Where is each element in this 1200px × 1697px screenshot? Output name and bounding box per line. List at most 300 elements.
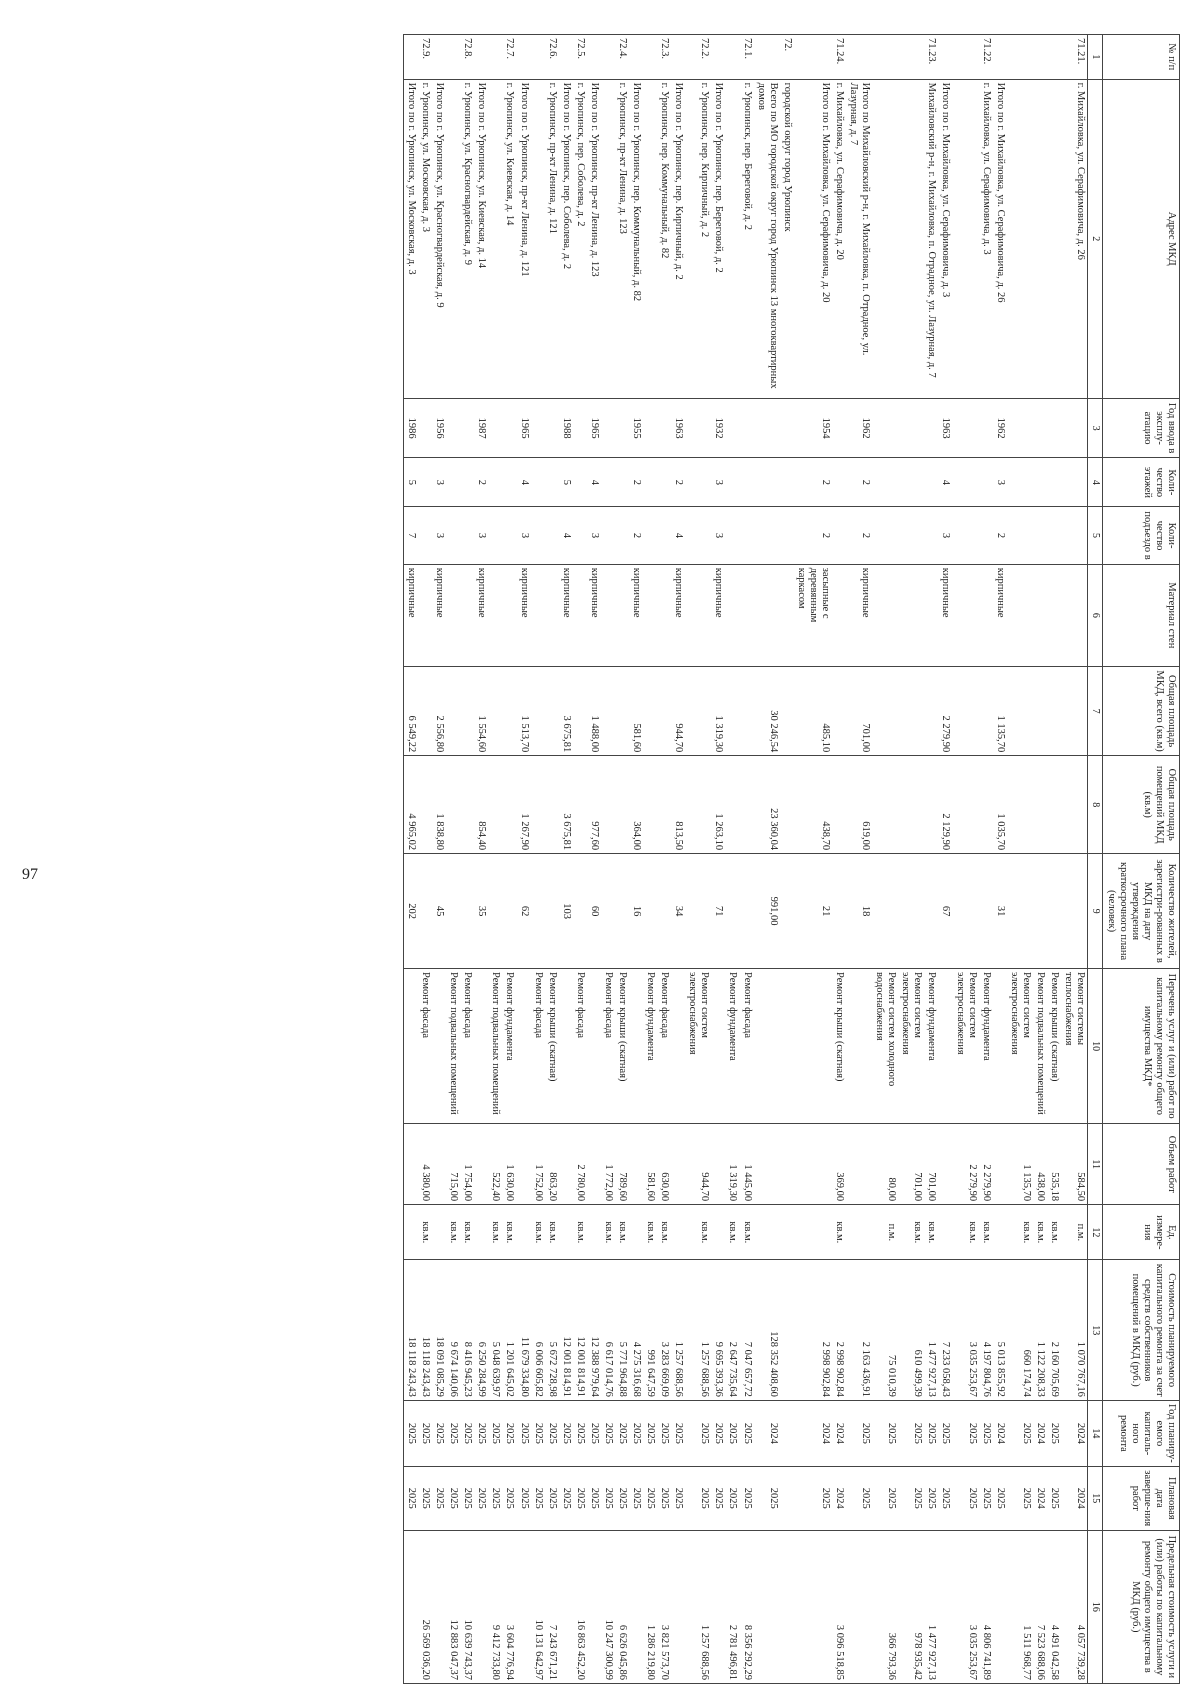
table-cell: 3 035 253,67 [953, 1530, 979, 1683]
table-cell [740, 507, 754, 564]
table-cell: 18 [846, 854, 872, 969]
table-cell: Ремонт фасада [573, 969, 587, 1124]
table-cell: 67 [938, 854, 952, 969]
table-cell [846, 1124, 872, 1205]
table-cell: кв.м. [898, 1205, 924, 1260]
table-cell [671, 1205, 685, 1260]
table-row [754, 35, 780, 1684]
table-cell: 1 488,00 [587, 666, 601, 755]
table-row [502, 35, 516, 1684]
table-cell [979, 507, 993, 564]
table-cell: г. Урюпинск, пр-кт Ленина, д. 121 [545, 79, 559, 398]
table-cell: кв.м. [979, 1205, 993, 1260]
table-cell: 72.8. [460, 35, 474, 80]
table-cell: Итого по г. Урюпинск, пер. Кирпичный, д. 2 [671, 79, 685, 398]
table-cell [587, 1124, 601, 1205]
table-cell: 4 380,00 [418, 1124, 432, 1205]
table-cell: Ремонт фундамента [725, 969, 739, 1124]
table-cell: г. Урюпинск, ул. Киевская, д. 14 [502, 79, 516, 398]
table-cell [474, 1530, 488, 1683]
table-cell [979, 854, 993, 969]
column-header: Год ввода в эксплу-атацию [1102, 398, 1179, 458]
table-cell [1061, 564, 1088, 666]
table-cell: г. Михайловка, ул. Серафимовича, д. 26 [1061, 79, 1088, 398]
table-cell: 4 [587, 458, 601, 507]
table-cell: 1 513,70 [517, 666, 531, 755]
table-row [657, 35, 671, 1684]
table-cell [615, 564, 629, 666]
table-row [573, 35, 587, 1684]
table-cell: 5 013 855,92 [993, 1260, 1007, 1400]
table-row [938, 35, 952, 1684]
table-cell [446, 756, 460, 854]
table-cell: 1 257 688,56 [671, 1260, 685, 1400]
table-cell [601, 79, 615, 398]
table-cell: 6 617 014,76 [601, 1260, 615, 1400]
column-header: Адрес МКД [1102, 79, 1179, 398]
table-cell [685, 666, 711, 755]
table-cell [979, 564, 993, 666]
table-cell [671, 1124, 685, 1205]
table-cell: 438,70 [794, 756, 832, 854]
table-cell: 72.6. [545, 35, 559, 80]
table-cell [832, 666, 846, 755]
table-cell [1007, 564, 1033, 666]
table-cell: 2025 [502, 1400, 516, 1466]
table-cell: 991 647,59 [643, 1260, 657, 1400]
table-cell [872, 756, 898, 854]
table-cell [832, 398, 846, 458]
table-cell [898, 458, 924, 507]
table-cell [993, 1205, 1007, 1260]
capital-repair-table [403, 34, 1180, 1684]
table-cell [924, 666, 938, 755]
table-cell: 2025 [559, 1466, 573, 1530]
table-cell: 522,40 [488, 1124, 502, 1205]
table-cell: 2025 [725, 1466, 739, 1530]
table-cell: засыпные с деревянным каркасом [794, 564, 832, 666]
table-row [993, 35, 1007, 1684]
table-cell: 2025 [1047, 1466, 1061, 1530]
table-cell: 2025 [685, 1466, 711, 1530]
table-cell: 2024 [832, 1400, 846, 1466]
table-cell: 202 [404, 854, 419, 969]
table-cell [754, 1530, 780, 1683]
table-cell: 369,00 [832, 1124, 846, 1205]
table-cell: 72.3. [657, 35, 671, 80]
table-cell: Ремонт систем электроснабжения [685, 969, 711, 1124]
table-cell: 7 233 058,43 [938, 1260, 952, 1400]
table-cell: кирпичные [587, 564, 601, 666]
table-cell [517, 1124, 531, 1205]
table-cell: 5 048 639,97 [488, 1260, 502, 1400]
table-cell: 2024 [993, 1400, 1007, 1466]
table-cell [474, 1124, 488, 1205]
table-cell [418, 398, 432, 458]
table-row [711, 35, 725, 1684]
table-cell [754, 1205, 780, 1260]
table-cell [587, 35, 601, 80]
table-cell: 71.24. [832, 35, 846, 80]
table-cell [1033, 35, 1047, 80]
table-cell [601, 398, 615, 458]
table-cell [979, 458, 993, 507]
table-cell [938, 1205, 952, 1260]
table-cell: кв.м. [740, 1205, 754, 1260]
table-cell [780, 756, 794, 854]
table-cell: кв.м. [601, 1205, 615, 1260]
table-cell: 4 [559, 507, 573, 564]
capital-repair-table-sheet [60, 34, 1180, 1684]
table-cell [1047, 79, 1061, 398]
column-header: Стоимость планируемого капитального ремонта за счет средств собственников помещений в МКД (руб.) [1102, 1260, 1179, 1400]
table-cell: 584,50 [1061, 1124, 1088, 1205]
table-cell: 4 [517, 458, 531, 507]
table-cell: 978 935,42 [898, 1530, 924, 1683]
table-cell: 1 511 968,77 [1007, 1530, 1033, 1683]
column-number: 15 [1088, 1466, 1103, 1530]
table-cell: 2025 [432, 1466, 446, 1530]
table-cell [872, 854, 898, 969]
table-cell [993, 35, 1007, 80]
table-cell: 2 163 436,91 [846, 1260, 872, 1400]
table-cell [725, 507, 739, 564]
table-row [979, 35, 993, 1684]
table-row [531, 35, 545, 1684]
table-cell: 2 647 735,64 [725, 1260, 739, 1400]
table-cell: 11 679 334,80 [517, 1260, 531, 1400]
table-cell: кв.м. [573, 1205, 587, 1260]
table-cell [502, 756, 516, 854]
table-row [846, 35, 872, 1684]
table-cell: Ремонт фасада [601, 969, 615, 1124]
table-cell: 1 135,70 [993, 666, 1007, 755]
table-cell: 2025 [573, 1400, 587, 1466]
table-cell: 103 [559, 854, 573, 969]
table-cell: 2025 [460, 1466, 474, 1530]
table-cell: 72.9. [418, 35, 432, 80]
table-cell [559, 969, 573, 1124]
table-cell: кв.м. [1033, 1205, 1047, 1260]
table-cell: кв.м. [725, 1205, 739, 1260]
table-cell [711, 35, 725, 80]
column-number: 8 [1088, 756, 1103, 854]
table-cell [531, 564, 545, 666]
table-cell [657, 458, 671, 507]
table-cell: 2 780,00 [573, 1124, 587, 1205]
table-cell: 7 047 657,72 [740, 1260, 754, 1400]
table-cell [502, 564, 516, 666]
table-cell [740, 564, 754, 666]
table-cell: 2025 [993, 1466, 1007, 1530]
table-row [780, 35, 794, 1684]
table-cell [794, 35, 832, 80]
table-cell: 977,60 [587, 756, 601, 854]
column-number: 13 [1088, 1260, 1103, 1400]
table-row [685, 35, 711, 1684]
table-cell: 2025 [953, 1466, 979, 1530]
table-cell [418, 564, 432, 666]
table-cell: 3 [474, 507, 488, 564]
table-cell [531, 854, 545, 969]
table-cell: 2 160 705,69 [1047, 1260, 1061, 1400]
table-cell [725, 756, 739, 854]
table-cell: кв.м. [657, 1205, 671, 1260]
table-cell [685, 564, 711, 666]
table-cell: 2025 [685, 1400, 711, 1466]
table-row [587, 35, 601, 1684]
table-cell: 3 [517, 507, 531, 564]
table-cell: 60 [587, 854, 601, 969]
table-cell: 71.21. [1061, 35, 1088, 80]
table-cell [657, 666, 671, 755]
table-cell: 2024 [1061, 1400, 1088, 1466]
table-cell: 610 499,39 [898, 1260, 924, 1400]
table-cell [446, 507, 460, 564]
table-cell: Михайловский р-н, г. Михайловка, п. Отрадное, ул. Лазурная, д. 7 [924, 79, 938, 398]
table-cell: 2025 [643, 1466, 657, 1530]
table-cell [780, 969, 794, 1124]
table-cell: 2025 [601, 1400, 615, 1466]
table-cell: кирпичные [629, 564, 643, 666]
table-cell: 944,70 [685, 1124, 711, 1205]
column-header: Объем работ [1102, 1124, 1179, 1205]
table-cell: г. Урюпинск, пер. Коммунальный, д. 82 [657, 79, 671, 398]
table-cell [711, 969, 725, 1124]
table-cell [474, 969, 488, 1124]
table-cell: Ремонт фасада [657, 969, 671, 1124]
table-cell: 18 118 243,43 [418, 1260, 432, 1400]
table-cell [671, 969, 685, 1124]
column-number: 1 [1088, 35, 1103, 80]
table-cell: 1 754,00 [460, 1124, 474, 1205]
table-row [725, 35, 739, 1684]
table-cell: 2025 [711, 1466, 725, 1530]
table-cell: 5 771 964,88 [615, 1260, 629, 1400]
table-cell: 2025 [657, 1466, 671, 1530]
table-cell [953, 564, 979, 666]
table-cell [872, 458, 898, 507]
table-cell [657, 854, 671, 969]
table-cell [1033, 666, 1047, 755]
table-cell: 2024 [1033, 1400, 1047, 1466]
table-cell [629, 1205, 643, 1260]
column-number: 2 [1088, 79, 1103, 398]
table-cell: 1 135,70 [1007, 1124, 1033, 1205]
table-cell [488, 564, 502, 666]
table-cell [1047, 854, 1061, 969]
table-cell [780, 1205, 794, 1260]
table-cell: 2024 [1061, 1466, 1088, 1530]
table-cell [559, 1205, 573, 1260]
table-cell [474, 1205, 488, 1260]
table-cell: 660 174,74 [1007, 1260, 1033, 1400]
table-cell [711, 1530, 725, 1683]
table-cell: 35 [474, 854, 488, 969]
table-cell: г. Урюпинск, ул. Красногвардейская, д. 9 [460, 79, 474, 398]
table-row [432, 35, 446, 1684]
table-cell: 2025 [531, 1466, 545, 1530]
table-cell: 2025 [725, 1400, 739, 1466]
table-cell [601, 756, 615, 854]
table-cell: Итого по г. Урюпинск, пер. Береговой, д. 2 [711, 79, 725, 398]
table-cell: 2025 [629, 1466, 643, 1530]
table-cell [517, 969, 531, 1124]
table-cell: 813,50 [671, 756, 685, 854]
table-cell [740, 458, 754, 507]
table-cell [643, 564, 657, 666]
table-cell: 2025 [754, 1466, 780, 1530]
table-cell: 2025 [615, 1400, 629, 1466]
table-cell [740, 854, 754, 969]
table-cell: Ремонт подвальных помещений [1033, 969, 1047, 1124]
table-cell: 2025 [1007, 1466, 1033, 1530]
table-cell: Ремонт системы теплоснабжения [1061, 969, 1088, 1124]
table-cell [1047, 35, 1061, 80]
table-cell [545, 756, 559, 854]
table-cell [953, 666, 979, 755]
table-cell: 5 672 728,98 [545, 1260, 559, 1400]
table-cell [872, 79, 898, 398]
table-cell: 7 [404, 507, 419, 564]
table-cell: 4 [938, 458, 952, 507]
table-cell: кирпичные [474, 564, 488, 666]
table-cell: 1986 [404, 398, 419, 458]
table-cell: 23 360,04 [754, 756, 780, 854]
table-cell: 9 412 733,80 [488, 1530, 502, 1683]
table-cell [1007, 458, 1033, 507]
table-cell: 9 695 393,36 [711, 1260, 725, 1400]
table-cell: 789,60 [615, 1124, 629, 1205]
table-cell [898, 854, 924, 969]
table-cell [601, 564, 615, 666]
table-cell: Ремонт систем электроснабжения [898, 969, 924, 1124]
table-cell [754, 398, 780, 458]
table-cell [953, 398, 979, 458]
table-cell: Итого по г. Урюпинск, пер. Коммунальный, д. 82 [629, 79, 643, 398]
table-body [404, 35, 1103, 1684]
column-header: Плановая дата заверше-ния работ [1102, 1466, 1179, 1530]
table-cell [794, 969, 832, 1124]
table-cell: 2025 [517, 1400, 531, 1466]
column-number: 4 [1088, 458, 1103, 507]
table-cell: кв.м. [924, 1205, 938, 1260]
table-cell [643, 35, 657, 80]
table-cell: 630,00 [657, 1124, 671, 1205]
table-cell: 3 [938, 507, 952, 564]
table-cell [938, 1530, 952, 1683]
column-header: Предельная стоимость услуги и (или) работы по капитальному ремонту общего имущества в МКД (руб.) [1102, 1530, 1179, 1683]
table-cell [924, 398, 938, 458]
table-cell [924, 854, 938, 969]
table-cell [488, 79, 502, 398]
table-cell: 366 793,36 [872, 1530, 898, 1683]
table-cell: 2025 [432, 1400, 446, 1466]
table-cell [671, 35, 685, 80]
table-cell: 2025 [671, 1466, 685, 1530]
table-cell: 7 243 671,21 [545, 1530, 559, 1683]
table-cell: Ремонт крыши (скатная) [1047, 969, 1061, 1124]
table-cell: г. Урюпинск, пер. Береговой, д. 2 [740, 79, 754, 398]
table-cell: 3 [993, 458, 1007, 507]
table-cell: 2025 [573, 1466, 587, 1530]
table-cell [573, 756, 587, 854]
table-cell [979, 756, 993, 854]
column-header: Общая площадь помещений МКД (кв.м) [1102, 756, 1179, 854]
table-cell: 2025 [872, 1400, 898, 1466]
table-cell [685, 507, 711, 564]
table-cell: 1 752,00 [531, 1124, 545, 1205]
table-cell: кирпичные [404, 564, 419, 666]
table-cell: 1988 [559, 398, 573, 458]
table-cell [780, 1400, 794, 1466]
table-cell [1047, 507, 1061, 564]
table-cell: 8 356 292,29 [740, 1530, 754, 1683]
table-cell: 2025 [924, 1400, 938, 1466]
table-cell [418, 507, 432, 564]
table-cell: Ремонт подвальных помещений [488, 969, 502, 1124]
table-cell: 6 626 045,86 [615, 1530, 629, 1683]
table-cell: 1955 [629, 398, 643, 458]
table-cell: 10 639 743,37 [460, 1530, 474, 1683]
table-cell [418, 666, 432, 755]
table-cell [404, 1205, 419, 1260]
table-cell [432, 1124, 446, 1205]
table-cell [404, 1124, 419, 1205]
table-cell [643, 458, 657, 507]
table-cell: 1 319,30 [725, 1124, 739, 1205]
table-cell: 1932 [711, 398, 725, 458]
table-cell: 1 477 927,13 [924, 1260, 938, 1400]
table-row [559, 35, 573, 1684]
table-cell: 2025 [872, 1466, 898, 1530]
table-cell [545, 398, 559, 458]
table-cell: Ремонт фундамента [979, 969, 993, 1124]
table-cell [517, 35, 531, 80]
table-cell [685, 854, 711, 969]
table-cell: Ремонт фасада [460, 969, 474, 1124]
table-cell: г. Михайловка, ул. Серафимовича, д. 20 [832, 79, 846, 398]
table-cell [531, 398, 545, 458]
table-row [832, 35, 846, 1684]
table-cell: 2025 [587, 1466, 601, 1530]
table-cell: Ремонт систем электроснабжения [953, 969, 979, 1124]
table-cell [832, 564, 846, 666]
table-cell [418, 854, 432, 969]
column-number: 11 [1088, 1124, 1103, 1205]
table-cell: 4 965,02 [404, 756, 419, 854]
table-cell: Итого по г. Урюпинск, ул. Московская, д. 3 [404, 79, 419, 398]
column-number: 9 [1088, 854, 1103, 969]
table-cell: 1 630,00 [502, 1124, 516, 1205]
table-cell [531, 507, 545, 564]
table-cell: Итого по г. Михайловка, ул. Серафимовича, д. 3 [938, 79, 952, 398]
table-cell [502, 398, 516, 458]
table-cell [846, 969, 872, 1124]
table-cell [502, 666, 516, 755]
table-cell [780, 1124, 794, 1205]
table-cell [418, 458, 432, 507]
table-cell [711, 1205, 725, 1260]
table-cell: 2 [671, 458, 685, 507]
column-header: Коли-чество этажей [1102, 458, 1179, 507]
table-row [740, 35, 754, 1684]
table-cell: Ремонт фасада [740, 969, 754, 1124]
table-cell [460, 458, 474, 507]
table-cell: 18 118 243,43 [404, 1260, 419, 1400]
table-cell [460, 756, 474, 854]
table-cell [754, 507, 780, 564]
